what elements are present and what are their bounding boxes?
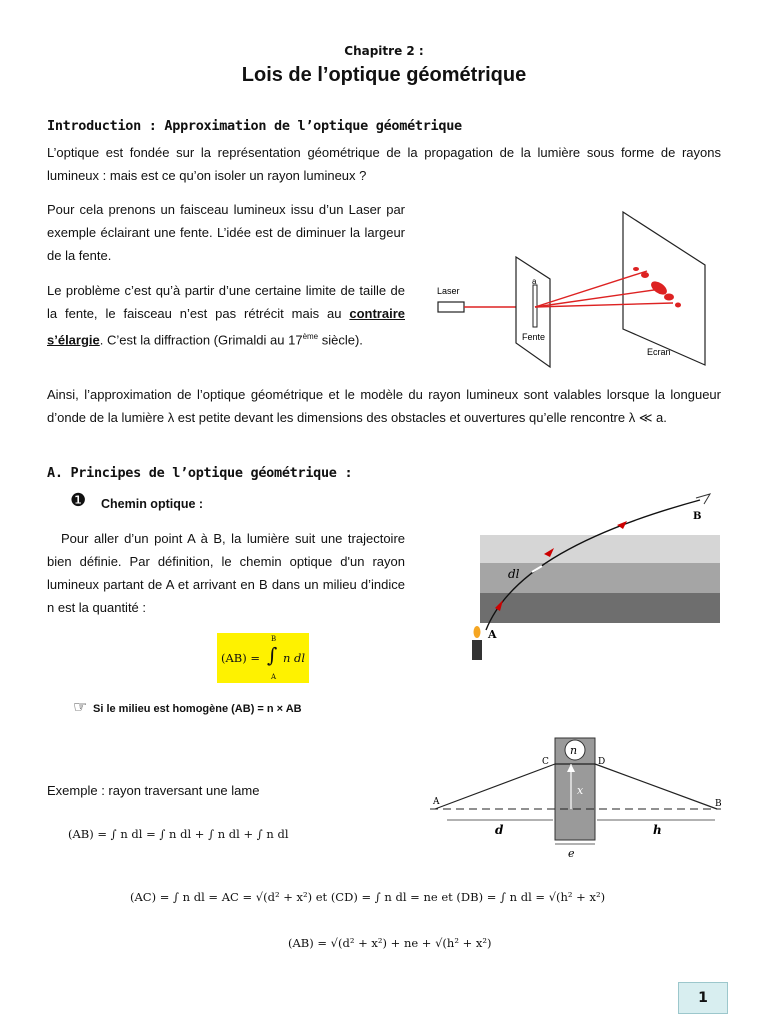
pointing-hand-icon: ☞ xyxy=(73,697,88,716)
formula-upper: B xyxy=(271,635,277,643)
d-label: d xyxy=(495,823,504,837)
intro-paragraph-4: Ainsi, l’approximation de l’optique géométrique et le modèle du rayon lumineux sont valables lorsque la longueur d’onde de la lumière λ est petite devant les dimensions des obstacles et ouvertures qu’elle rencontre λ ≪ a. xyxy=(47,387,721,425)
section-a-paragraph: Pour aller d’un point A à B, la lumière suit une trajectoire bien définie. Par définition, le chemin optique d'un rayon lumineux partant de A et arrivant en B dans un milieu d’indice n est la quantité : xyxy=(47,531,405,615)
equation-ab-total: (AB) = √(d² + x²) + ne + √(h² + x²) xyxy=(288,936,492,950)
number-one-icon: ❶ xyxy=(70,490,87,511)
equation-segments: (AC) = ∫ n dl = AC = √(d² + x²) et (CD) = ∫ n dl = ne et (DB) = ∫ n dl = √(h² + x²) xyxy=(130,890,606,904)
point-a-label: A xyxy=(488,628,497,641)
slit-width-label: a xyxy=(532,277,537,286)
eye-icon xyxy=(696,494,710,504)
intro-paragraph-3 xyxy=(47,279,405,351)
e-label: e xyxy=(568,847,575,860)
equation-ab-sum: (AB) = ∫ n dl = ∫ n dl + ∫ n dl + ∫ n dl xyxy=(68,827,289,841)
p3-text-b: . C’est la diffraction (Grimaldi au 17 xyxy=(99,332,303,348)
intro-heading: Introduction : Approximation de l’optique géométrique xyxy=(47,118,462,134)
p3-text-a: Le problème c’est qu’à partir d’une certaine limite de taille de la fente, le faisceau n’est pas rétrécit mais au xyxy=(47,283,405,321)
p3-underlined: contraire s’élargie xyxy=(47,306,405,348)
dl-label: dl xyxy=(508,567,520,581)
homogeneous-note: Si le milieu est homogène (AB) = n × AB xyxy=(93,703,302,715)
point-d-label: D xyxy=(598,757,606,767)
point-b-plate-label: B xyxy=(715,799,722,809)
p3-text-c: siècle). xyxy=(318,332,363,348)
point-a-plate-label: A xyxy=(433,797,440,807)
h-label: h xyxy=(653,823,662,837)
plate-figure xyxy=(425,734,725,864)
subsection-heading: Chemin optique : xyxy=(101,497,204,511)
point-c-label: C xyxy=(542,757,549,767)
index-n-label: n xyxy=(570,744,578,757)
intro-paragraph-1: L’optique est fondée sur la représentation géométrique de la propagation de la lumière sous forme de rayons lumineux : mais est ce qu’on isoler un rayon lumineux ? xyxy=(47,145,721,183)
screen-label: Ecran xyxy=(647,347,671,357)
section-a-heading: A. Principes de l’optique géométrique : xyxy=(47,465,353,481)
optical-path-formula: (AB) = ∫ B A n dl xyxy=(217,633,309,683)
chapter-label: Chapitre 2 : xyxy=(344,44,424,58)
diffraction-figure xyxy=(415,205,720,375)
optical-path-figure xyxy=(470,490,726,660)
p3-superscript: ème xyxy=(302,332,319,341)
formula-lower: A xyxy=(271,673,277,681)
intro-paragraph-2: Pour cela prenons un faisceau lumineux issu d’un Laser par exemple éclairant une fente. L’idée est de diminuer la largeur de la fente. xyxy=(47,202,405,263)
x-label: x xyxy=(577,784,584,797)
page-title: Lois de l’optique géométrique xyxy=(241,64,527,86)
example-label: Exemple : rayon traversant une lame xyxy=(47,783,260,798)
laser-label: Laser xyxy=(437,286,460,296)
page-number: 1 xyxy=(678,982,728,1014)
point-b-label: B xyxy=(693,511,702,522)
slit-label: Fente xyxy=(522,332,546,342)
